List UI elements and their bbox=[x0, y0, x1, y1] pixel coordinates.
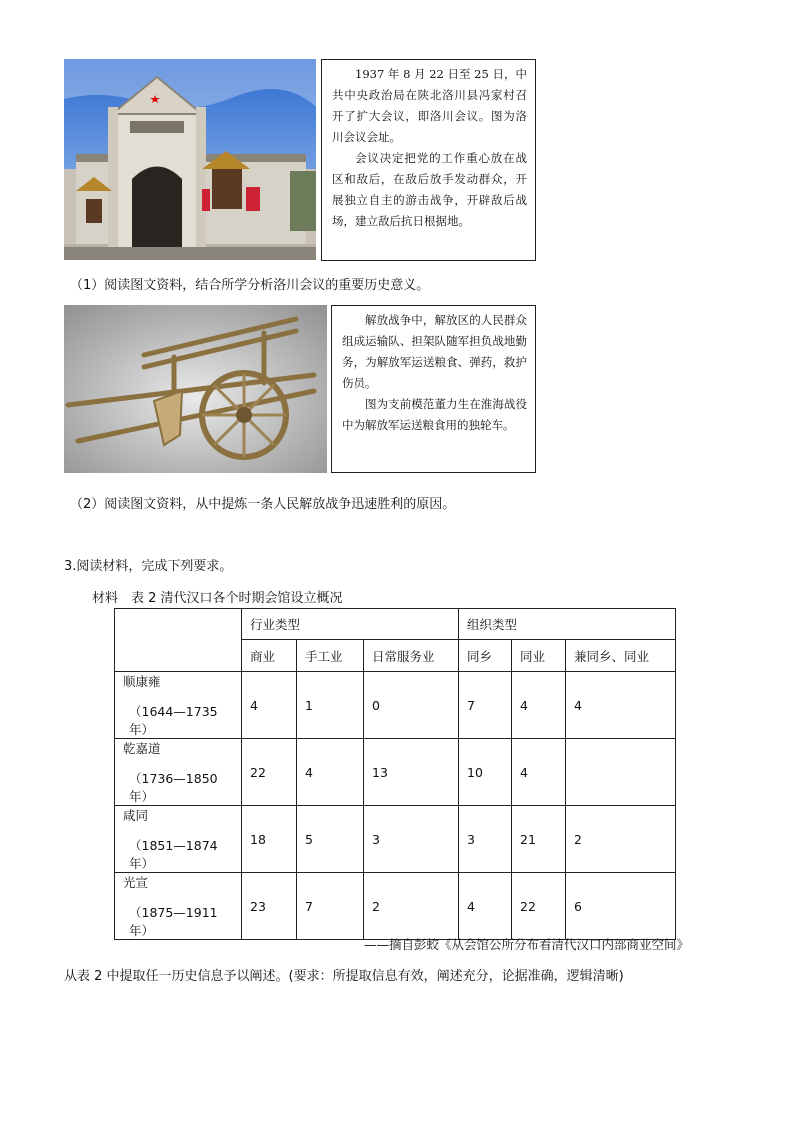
luochuan-text-box bbox=[321, 59, 536, 261]
sub-header-handicraft: 手工业 bbox=[297, 640, 364, 672]
value-cell: 2 bbox=[364, 873, 459, 940]
table-group-header-row bbox=[115, 609, 676, 640]
value-cell bbox=[566, 739, 676, 806]
luochuan-paragraph-2: 会议决定把党的工作重心放在战区和敌后，在敌后放手发动群众，开展独立自主的游击战争，开辟敌后战场，建立敌后抗日根据地。 bbox=[332, 151, 527, 228]
sub-header-daily-service: 日常服务业 bbox=[364, 640, 459, 672]
period-range: （1644—1735年） bbox=[129, 704, 218, 737]
value-cell: 7 bbox=[297, 873, 364, 940]
period-cell bbox=[115, 672, 242, 739]
sub-header-same-trade: 同业 bbox=[512, 640, 566, 672]
value-cell: 10 bbox=[459, 739, 512, 806]
question-1: （1）阅读图文资料，结合所学分析洛川会议的重要历史意义。 bbox=[70, 278, 430, 293]
value-cell: 4 bbox=[297, 739, 364, 806]
section-3-heading: 3.阅读材料，完成下列要求。 bbox=[64, 559, 233, 574]
sub-header-hometown: 同乡 bbox=[459, 640, 512, 672]
value-cell: 4 bbox=[566, 672, 676, 739]
value-cell: 3 bbox=[459, 806, 512, 873]
wheelbarrow-paragraph-2: 图为支前模范董力生在淮海战役中为解放军运送粮食用的独轮车。 bbox=[342, 397, 527, 432]
table-row bbox=[115, 672, 676, 739]
value-cell: 13 bbox=[364, 739, 459, 806]
luochuan-meeting-photo bbox=[64, 59, 316, 260]
period-range: （1851—1874年） bbox=[129, 838, 218, 871]
value-cell: 7 bbox=[459, 672, 512, 739]
table-corner-cell bbox=[115, 609, 242, 672]
question-2: （2）阅读图文资料，从中提炼一条人民解放战争迅速胜利的原因。 bbox=[70, 497, 456, 512]
value-cell: 6 bbox=[566, 873, 676, 940]
value-cell: 18 bbox=[242, 806, 297, 873]
guild-hall-table bbox=[114, 608, 676, 940]
period-range: （1875—1911年） bbox=[129, 905, 218, 938]
period-cell bbox=[115, 806, 242, 873]
table-row bbox=[115, 806, 676, 873]
value-cell: 21 bbox=[512, 806, 566, 873]
period-cell bbox=[115, 873, 242, 940]
material-caption: 材料 表 2 清代汉口各个时期会馆设立概况 bbox=[92, 591, 343, 606]
value-cell: 1 bbox=[297, 672, 364, 739]
value-cell: 5 bbox=[297, 806, 364, 873]
value-cell: 3 bbox=[364, 806, 459, 873]
period-name: 乾嘉道 bbox=[123, 741, 161, 756]
value-cell: 4 bbox=[459, 873, 512, 940]
value-cell: 2 bbox=[566, 806, 676, 873]
value-cell: 23 bbox=[242, 873, 297, 940]
table-source: ——摘自彭蛟《从会馆公所分布看清代汉口内部商业空间》 bbox=[364, 937, 690, 952]
sub-header-commerce: 商业 bbox=[242, 640, 297, 672]
wheelbarrow-illustration bbox=[64, 305, 327, 473]
group-header-industry: 行业类型 bbox=[242, 609, 459, 640]
period-name: 顺康雍 bbox=[123, 674, 161, 689]
value-cell: 22 bbox=[512, 873, 566, 940]
value-cell: 4 bbox=[242, 672, 297, 739]
section-3-task: 从表 2 中提取任一历史信息予以阐述。(要求：所提取信息有效，阐述充分，论据准确，逻辑清晰) bbox=[64, 969, 624, 984]
wheelbarrow-text-box bbox=[331, 305, 536, 473]
luochuan-paragraph-1: 1937 年 8 月 22 日至 25 日，中共中央政治局在陕北洛川县冯家村召开了扩大会议，即洛川会议。图为洛川会议会址。 bbox=[332, 67, 527, 144]
table-row bbox=[115, 739, 676, 806]
building-illustration bbox=[64, 59, 316, 260]
value-cell: 4 bbox=[512, 739, 566, 806]
table-row bbox=[115, 873, 676, 940]
sub-header-both: 兼同乡、同业 bbox=[566, 640, 676, 672]
period-name: 咸同 bbox=[123, 808, 149, 823]
period-cell bbox=[115, 739, 242, 806]
period-range: （1736—1850年） bbox=[129, 771, 218, 804]
wheelbarrow-photo bbox=[64, 305, 327, 473]
period-name: 光宣 bbox=[123, 875, 149, 890]
value-cell: 22 bbox=[242, 739, 297, 806]
wheelbarrow-paragraph-1: 解放战争中，解放区的人民群众组成运输队、担架队随军担负战地勤务，为解放军运送粮食、弹药，救护伤员。 bbox=[342, 313, 527, 390]
group-header-organization: 组织类型 bbox=[459, 609, 676, 640]
value-cell: 0 bbox=[364, 672, 459, 739]
value-cell: 4 bbox=[512, 672, 566, 739]
